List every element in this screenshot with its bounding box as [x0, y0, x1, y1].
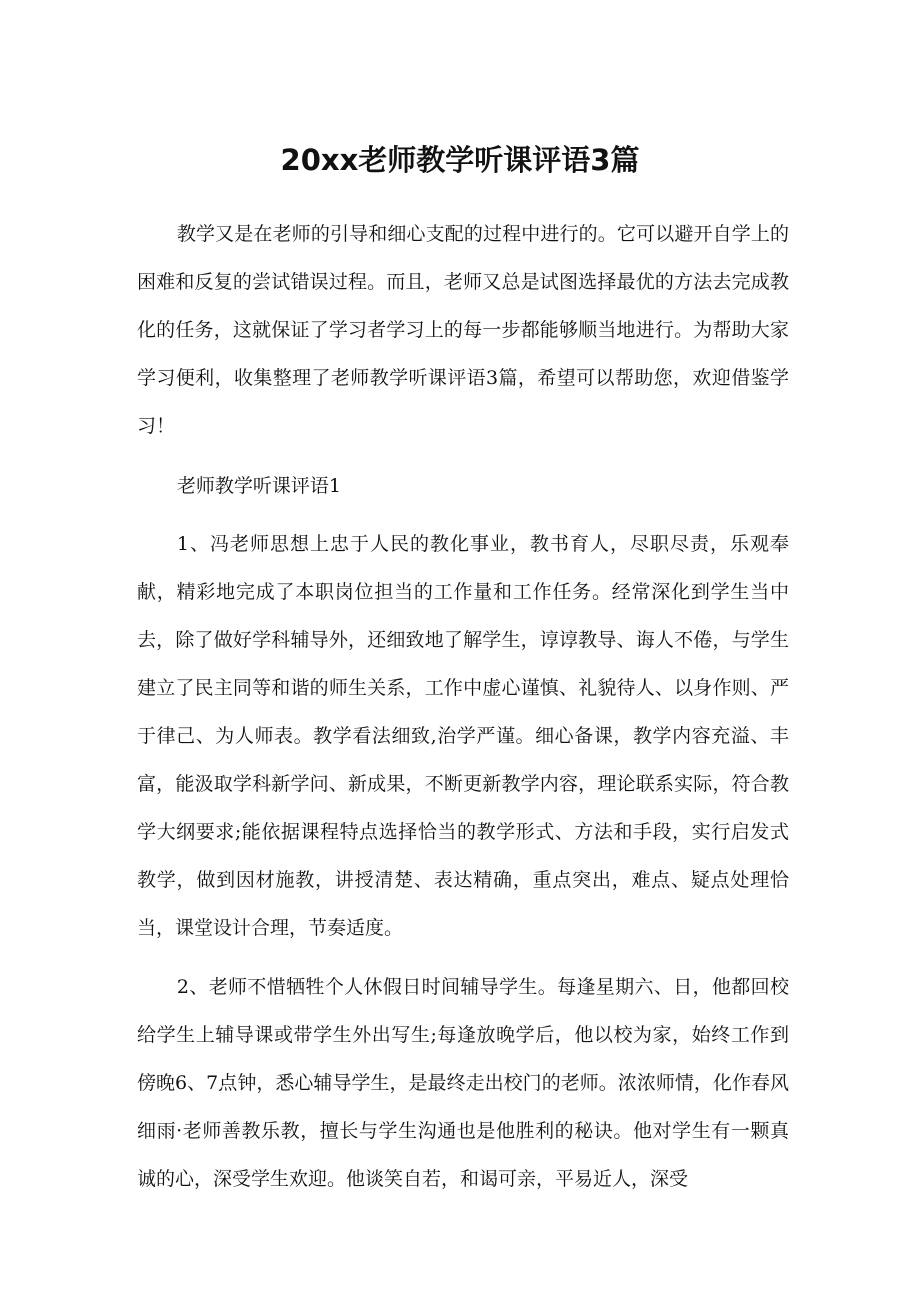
- section-heading: 老师教学听课评语1: [176, 475, 341, 497]
- document-body: [137, 210, 789, 1203]
- comment-item-1: 1、冯老师思想上忠于人民的教化事业，教书育人，尽职尽责，乐观奉献，精彩地完成了本职岗位担当的工作量和工作任务。经常深化到学生当中去，除了做好学科辅导外，还细致地了解学生，谆谆教导、诲人不倦，与学生建立了民主同等和谐的师生关系，工作中虚心谨慎、礼貌待人、以身作则、严于律己、为人师表。教学看法细致,治学严谨。细心备课，教学内容充溢、丰富，能汲取学科新学问、新成果，不断更新教学内容，理论联系实际，符合教学大纲要求;能依据课程特点选择恰当的教学形式、方法和手段，实行启发式教学，做到因材施教，讲授清楚、表达精确，重点突出，难点、疑点处理恰当，课堂设计合理，节奏适度。: [137, 533, 789, 939]
- document-title: 20xx老师教学听课评语3篇: [280, 143, 640, 177]
- intro-paragraph: 教学又是在老师的引导和细心支配的过程中进行的。它可以避开自学上的困难和反复的尝试错误过程。而且，老师又总是试图选择最优的方法去完成教化的任务，这就保证了学习者学习上的每一步都能够顺当地进行。为帮助大家学习便利，收集整理了老师教学听课评语3篇，希望可以帮助您，欢迎借鉴学习！: [137, 223, 789, 437]
- comment-item-2: 2、老师不惜牺牲个人休假日时间辅导学生。每逢星期六、日，他都回校给学生上辅导课或带学生外出写生;每逢放晚学后，他以校为家，始终工作到傍晚6、7点钟，悉心辅导学生，是最终走出校门的老师。浓浓师情，化作春风细雨·老师善教乐教，擅长与学生沟通也是他胜利的秘诀。他对学生有一颗真诚的心，深受学生欢迎。他谈笑自若，和谒可亲，平易近人，深受: [137, 976, 789, 1190]
